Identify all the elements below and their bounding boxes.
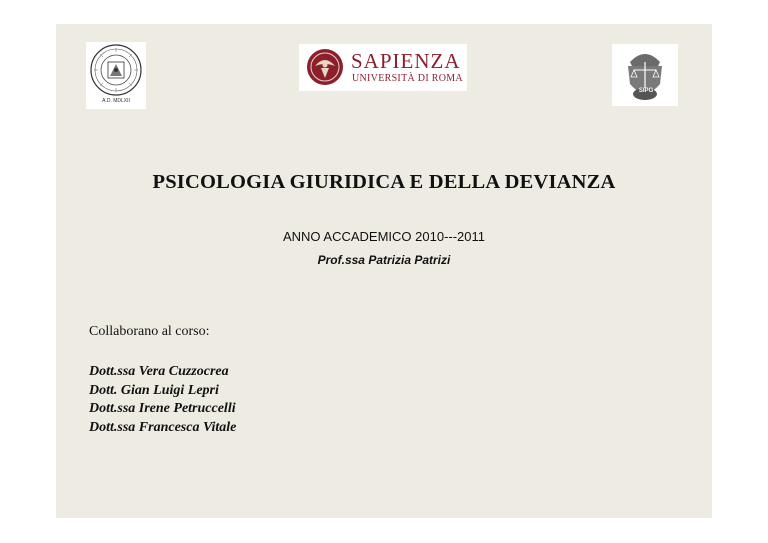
slide [56,24,712,518]
sipg-caption: SIPG [638,88,654,94]
university-seal-logo [86,42,146,109]
academic-year: ANNO ACCADEMICO 2010---2011 [282,229,486,244]
collaborator-item: Dott.ssa Vera Cuzzocrea [89,364,229,379]
sapienza-subtitle-text: UNIVERSITÀ DI ROMA [352,73,463,84]
professor-name: Prof.ssa Patrizia Patrizi [317,253,451,267]
collaborators-heading: Collaborano al corso: [89,324,210,339]
sipg-logo [612,44,678,106]
collaborator-item: Dott.ssa Irene Petruccelli [89,401,236,416]
sapienza-logo [299,44,467,91]
sapienza-brand-text: SAPIENZA [351,49,461,73]
course-title: PSICOLOGIA GIURIDICA E DELLA DEVIANZA [152,171,616,193]
seal-caption: A.D. MDLXII [102,98,130,104]
collaborator-item: Dott. Gian Luigi Lepri [89,382,219,398]
scales-of-justice-icon [612,44,678,106]
seal-icon [86,42,146,98]
collaborator-item: Dott.ssa Francesca Vitale [89,419,237,435]
sapienza-emblem-icon [303,44,351,91]
collaborators-list [89,363,236,437]
